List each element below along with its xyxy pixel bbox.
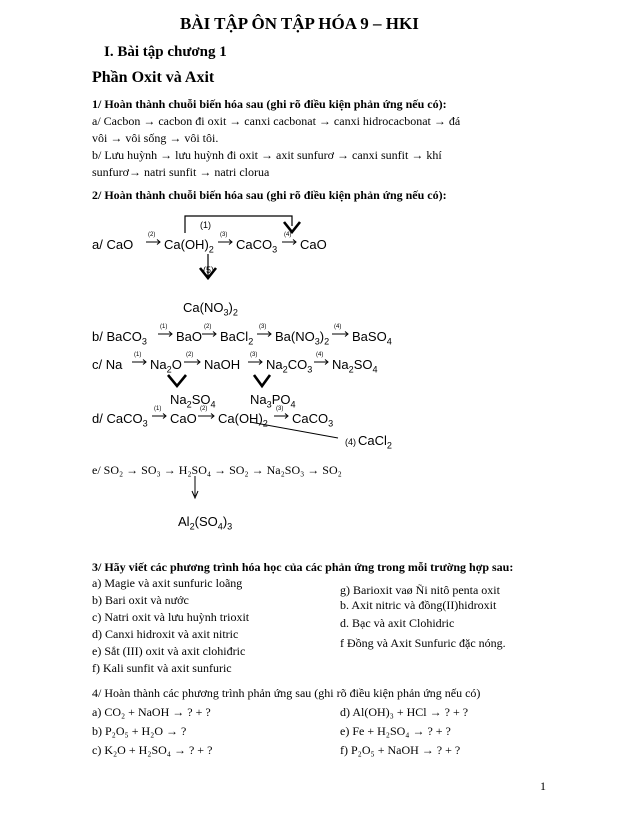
q3-left-d: d) Canxi hidroxit và axit nitric (92, 627, 239, 641)
q2b-baso4: BaSO$_4$ (352, 329, 392, 347)
q2b-baco3: b/ BaCO$_3$ (92, 329, 147, 347)
q3-left-e: e) Sắt (III) oxit và axit clohiđric (92, 644, 246, 658)
page-number: 1 (540, 779, 546, 793)
q1-b-line2: sunfurơ→ natri sunfit → natri clorua (92, 165, 270, 179)
q2c-na: c/ Na (92, 357, 123, 372)
q2b-label-4: (4) (334, 324, 342, 330)
q2c-naoh: NaOH (204, 357, 241, 372)
q2a-cao: a/ CaO (92, 237, 134, 252)
q1-heading: 1/ Hoàn thành chuỗi biến hóa sau (ghi rõ điều kiện phản ứng nếu có): (92, 97, 447, 111)
q3-heading: 3/ Hãy viết các phương trình hóa học của các phản ứng trong mỗi trường hợp sau: (92, 560, 514, 574)
q2c-label-2: (2) (186, 352, 194, 358)
q2a-caco3: CaCO$_3$ (236, 237, 278, 255)
q2c-branch-na2so4: $Na_2SO_4$ (170, 392, 216, 410)
q2c-na2co3: $Na_2CO_3$ (266, 357, 313, 375)
q4-left-a: a) CO₂ + NaOH → ? + ? (92, 705, 211, 719)
q2a-cano3: $Ca(NO_3)_2$ (183, 300, 238, 318)
q2a-label-4: (4) (284, 232, 292, 238)
q2b-bao: BaO (176, 329, 203, 344)
q1-b-line1: b/ Lưu huỳnh → lưu huỳnh đi oxit → axit sunfurơ → canxi sunfit → khí (92, 148, 442, 162)
q2b-bano32: $Ba(NO_3)_2$ (275, 329, 330, 347)
section-heading: I. Bài tập chương 1 (104, 44, 227, 60)
q1-a-line1: a/ Cacbon → cacbon đi oxit → canxi cacbonat → canxi hidrocacbonat → đá (92, 114, 461, 128)
q3-left-b: b) Bari oxit và nước (92, 593, 189, 607)
q2b-bacl2: BaCl$_2$ (220, 329, 254, 347)
q2-heading: 2/ Hoàn thành chuỗi biến hóa sau (ghi rõ điều kiện phản ứng nếu có): (92, 188, 447, 202)
q2a-mark-1: (1) (200, 220, 211, 230)
q4-right-f: f) P₂O₅ + NaOH → ? + ? (340, 743, 461, 757)
q2c-na2o: $Na_2O$ (150, 357, 182, 375)
q2a-mark-5: (5) (203, 265, 214, 275)
q2d-cacl2: CaCl$_2$ (358, 433, 392, 451)
q2a-caoh2: $Ca(OH)_2$ (164, 237, 214, 255)
q3-left-a: a) Magie và axit sunfuric loãng (92, 576, 243, 590)
q2d-label-3: (3) (276, 406, 284, 412)
q2c-branch-na3po4: $Na_3PO_4$ (250, 392, 296, 410)
q2b-label-1: (1) (160, 324, 168, 330)
page-title: BÀI TẬP ÔN TẬP HÓA 9 – HKI (180, 14, 419, 33)
q3-left-c: c) Natri oxit và lưu huỳnh trioxit (92, 610, 250, 624)
q2c-label-4: (4) (316, 352, 324, 358)
q2b-label-2: (2) (204, 324, 212, 330)
q2d-caco3-end: CaCO$_3$ (292, 411, 334, 429)
q3-left-f: f) Kali sunfit và axit sunfuric (92, 661, 232, 675)
q2e-al2so43: $Al_2(SO_4)_3$ (178, 514, 233, 532)
q2d-caoh2: $Ca(OH)_2$ (218, 411, 268, 429)
q2c-label-1: (1) (134, 352, 142, 358)
q3-right-b: b. Axit nitric và đồng(II)hidroxit (340, 598, 497, 612)
q2e-chain: e/ SO₂ → SO₃ → H₂SO₄ → SO₂ → Na₂SO₃ → SO₂ (92, 463, 342, 477)
q4-right-e: e) Fe + H₂SO₄ → ? + ? (340, 724, 451, 738)
q2c-na2so4: $Na_2SO_4$ (332, 357, 378, 375)
q3-right-f: f Đồng và Axit Sunfuric đặc nóng. (340, 636, 506, 650)
q2d-label-1: (1) (154, 406, 162, 412)
q3-right-g: g) Barioxit vaø Ñi nitô penta oxit (340, 583, 500, 597)
q4-left-c: c) K₂O + H₂SO₄ → ? + ? (92, 743, 213, 757)
q2c-label-3: (3) (250, 352, 258, 358)
q2d-label-2: (2) (200, 406, 208, 412)
q2d-caco3: d/ CaCO$_3$ (92, 411, 148, 429)
q2a-label-2: (2) (148, 232, 156, 238)
q3-right-d: d. Bạc và axit Clohidric (340, 616, 455, 630)
q4-heading: 4/ Hoàn thành các phương trình phản ứng sau (ghi rõ điều kiện phản ứng nếu có) (92, 686, 481, 700)
q2d-cao: CaO (170, 411, 197, 426)
q1-a-line2: vôi → vôi sống → vôi tôi. (92, 131, 219, 145)
q4-left-b: b) P₂O₅ + H₂O → ? (92, 724, 187, 738)
part-heading: Phần Oxit và Axit (92, 69, 215, 86)
q2a-cao-end: CaO (300, 237, 327, 252)
q4-right-d: d) Al(OH)₃ + HCl → ? + ? (340, 705, 469, 719)
q2a-label-3: (3) (220, 232, 228, 238)
q2d-mark-4: (4) (345, 437, 356, 447)
q2b-label-3: (3) (259, 324, 267, 330)
